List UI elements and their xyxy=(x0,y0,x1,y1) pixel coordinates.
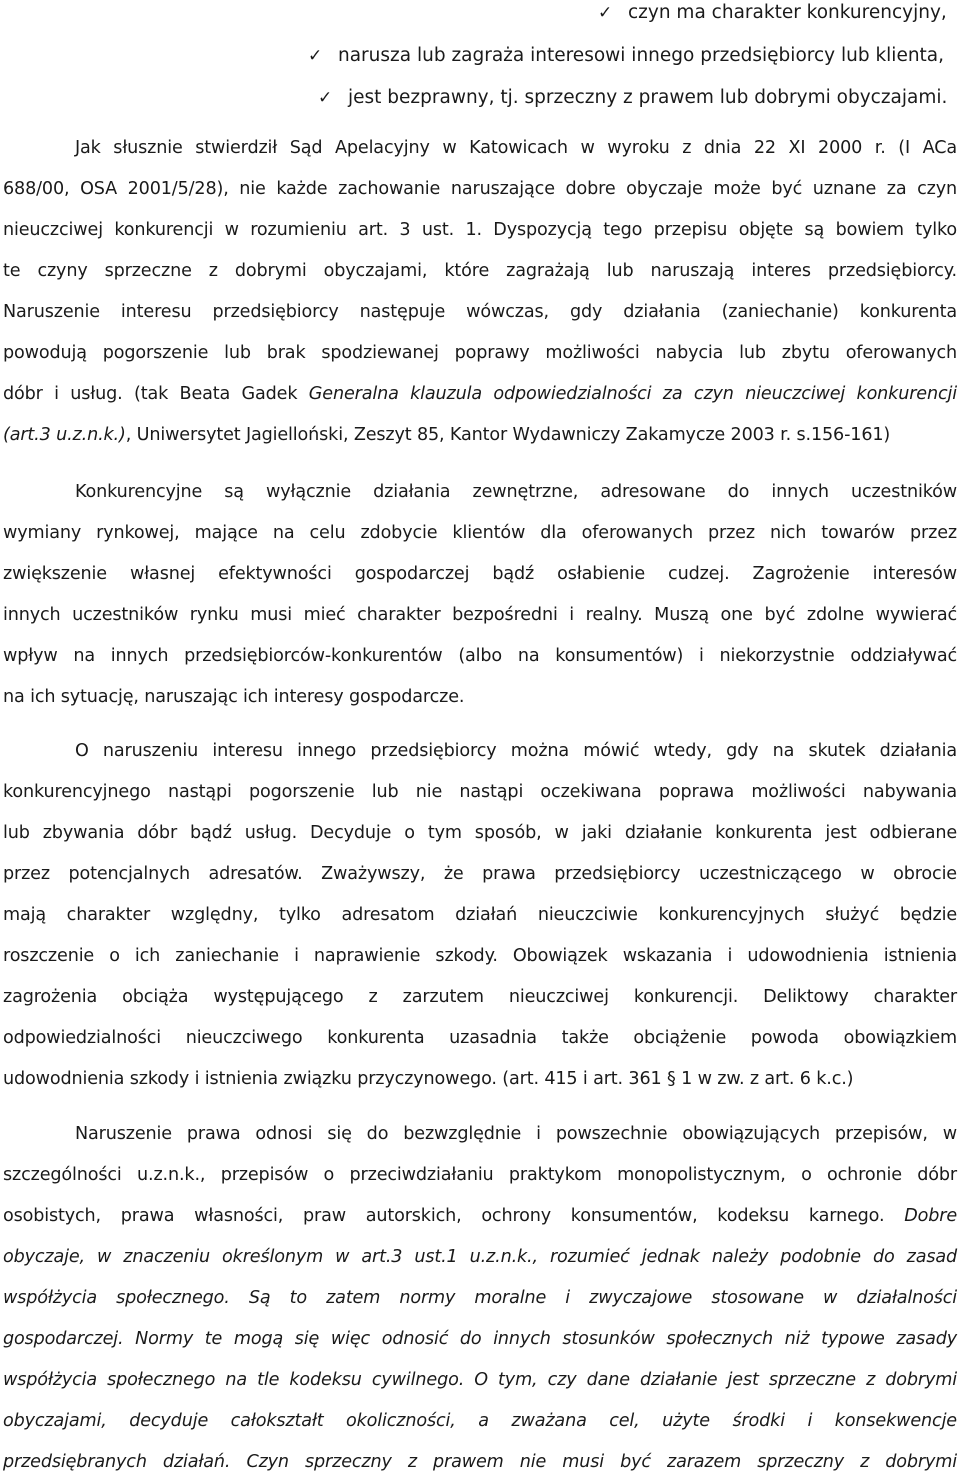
text-line: Konkurencyjne są wyłącznie działania zewnętrzne, adresowane do innych uczestników xyxy=(75,482,957,502)
text-line: O naruszeniu interesu innego przedsiębiorcy można mówić wtedy, gdy na skutek działania xyxy=(75,741,957,761)
checkmark-icon: ✓ xyxy=(308,46,323,66)
italic-segment: współżycia społecznego. Są to zatem normy moralne i zwyczajowe stosowane w działalności xyxy=(3,1288,957,1308)
text-line: wpływ na innych przedsiębiorców-konkurentów (albo na konsumentów) i niekorzystnie oddziaływać xyxy=(3,646,957,666)
text-line: roszczenie o ich zaniechanie i naprawienie szkody. Obowiązek wskazania i udowodnienia istnienia xyxy=(3,946,957,966)
checklist-item xyxy=(598,1,947,25)
text-segment: osobistych, prawa własności, praw autorskich, ochrony konsumentów, kodeksu karnego. xyxy=(3,1206,905,1226)
paragraph-competitive-actions xyxy=(3,472,957,718)
text-segment: , Uniwersytet Jagielloński, Zeszyt 85, Kantor Wydawniczy Zakamycze 2003 r. s.156-161) xyxy=(125,425,891,445)
text-line xyxy=(3,1360,957,1401)
text-line xyxy=(3,1237,957,1278)
checkmark-icon: ✓ xyxy=(598,3,613,23)
checklist-item-text: czyn ma charakter konkurencyjny, xyxy=(628,2,947,23)
checklist-item-text: narusza lub zagraża interesowi innego przedsiębiorcy lub klienta, xyxy=(338,45,945,66)
text-line xyxy=(3,1401,957,1442)
checkmark-icon: ✓ xyxy=(318,88,333,108)
italic-segment: przedsiębranych działań. Czyn sprzeczny z prawem nie musi być zarazem sprzeczny z dobrymi xyxy=(3,1452,957,1472)
text-line: innych uczestników rynku musi mieć charakter bezpośredni i realny. Muszą one być zdolne wywierać xyxy=(3,605,957,625)
italic-segment: obyczaje, w znaczeniu określonym w art.3 ust.1 u.z.n.k., rozumieć jednak należy podobnie do zasad xyxy=(3,1247,957,1267)
text-line: te czyny sprzeczne z dobrymi obyczajami, które zagrażają lub naruszają interes przedsiębiorcy. xyxy=(3,261,957,281)
text-line: 688/00, OSA 2001/5/28), nie każde zachowanie naruszające dobre obyczaje może być uznane za czyn xyxy=(3,179,957,199)
text-line: powodują pogorszenie lub brak spodziewanej poprawy możliwości nabycia lub zbytu oferowanych xyxy=(3,343,957,363)
text-line xyxy=(3,1442,957,1483)
text-line xyxy=(3,1278,957,1319)
text-line: odpowiedzialności nieuczciwego konkurenta uzasadnia także obciążenie powoda obowiązkiem xyxy=(3,1028,957,1048)
text-segment: dóbr i usług. (tak Beata Gadek xyxy=(3,384,309,404)
text-line: Naruszenie prawa odnosi się do bezwzględnie i powszechnie obowiązujących przepisów, w xyxy=(75,1124,957,1144)
text-line: mają charakter względny, tylko adresatom działań nieuczciwie konkurencyjnych służyć będzie xyxy=(3,905,957,925)
text-line: wymiany rynkowej, mające na celu zdobycie klientów dla oferowanych przez nich towarów przez xyxy=(3,523,957,543)
italic-segment: Dobre xyxy=(904,1206,957,1226)
checklist-item xyxy=(318,86,947,110)
italic-segment: obyczajami, decyduje całokształt okoliczności, a zważana cel, użyte środki i konsekwencje xyxy=(3,1411,957,1431)
text-line: Naruszenie interesu przedsiębiorcy następuje wówczas, gdy działania (zaniechanie) konkurenta xyxy=(3,302,957,322)
citation-title: (art.3 u.z.n.k.) xyxy=(3,425,126,445)
text-line xyxy=(3,1196,957,1237)
text-line: szczególności u.z.n.k., przepisów o przeciwdziałaniu praktykom monopolistycznym, o ochronie dóbr xyxy=(3,1165,957,1185)
italic-segment: gospodarczej. Normy te mogą się więc odnosić do innych stosunków społecznych niż typowe zasady xyxy=(3,1329,957,1349)
text-line: przez potencjalnych adresatów. Zważywszy, że prawa przedsiębiorcy uczestniczącego w obrocie xyxy=(3,864,957,884)
checklist-item-text: jest bezprawny, tj. sprzeczny z prawem lub dobrymi obyczajami. xyxy=(348,87,948,108)
paragraph-law-violation xyxy=(3,1114,957,1483)
text-line: konkurencyjnego nastąpi pogorszenie lub nie nastąpi oczekiwana poprawa możliwości nabywania xyxy=(3,782,957,802)
text-line: Jak słusznie stwierdził Sąd Apelacyjny w Katowicach w wyroku z dnia 22 XI 2000 r. (I ACa xyxy=(75,138,957,158)
text-line: udowodnienia szkody i istnienia związku przyczynowego. (art. 415 i art. 361 § 1 w zw. z art. 6 k.c.) xyxy=(3,1069,854,1089)
text-line xyxy=(3,1319,957,1360)
text-line: zwiększenie własnej efektywności gospodarczej bądź osłabienie cudzej. Zagrożenie interesów xyxy=(3,564,957,584)
text-line: zagrożenia obciąża występującego z zarzutem nieuczciwej konkurencji. Deliktowy charakter xyxy=(3,987,957,1007)
paragraph-court-ruling xyxy=(3,128,957,456)
text-line xyxy=(3,415,957,456)
italic-segment: współżycia społecznego na tle kodeksu cywilnego. O tym, czy dane działanie jest sprzeczne z dobrymi xyxy=(3,1370,957,1390)
text-line: lub zbywania dóbr bądź usług. Decyduje o tym sposób, w jaki działanie konkurenta jest odbierane xyxy=(3,823,957,843)
paragraph-interest-violation xyxy=(3,731,957,1100)
text-line: na ich sytuację, naruszając ich interesy gospodarcze. xyxy=(3,687,465,707)
checklist-item xyxy=(308,44,944,68)
citation-title: Generalna klauzula odpowiedzialności za czyn nieuczciwej konkurencji xyxy=(308,384,957,404)
text-line xyxy=(3,374,957,415)
text-line: nieuczciwej konkurencji w rozumieniu art. 3 ust. 1. Dyspozycją tego przepisu objęte są bowiem tylko xyxy=(3,220,957,240)
